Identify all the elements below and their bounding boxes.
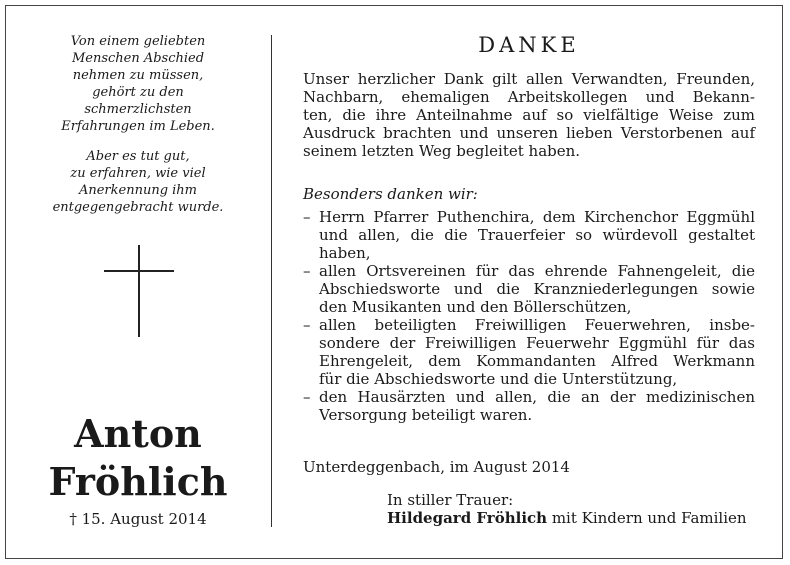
deceased-last-name: Fröhlich bbox=[48, 459, 228, 504]
text-line: den Hausärzten und allen, die an der medizinischen bbox=[319, 388, 755, 406]
mourning-label: In stiller Trauer: bbox=[387, 491, 514, 509]
dash-bullet: – bbox=[303, 316, 311, 334]
list-item bbox=[303, 316, 755, 388]
text-line: Unser herzlicher Dank gilt allen Verwandten, Freunden, bbox=[303, 70, 755, 88]
thanks-list bbox=[303, 208, 755, 424]
text-line: Herrn Pfarrer Puthenchira, dem Kirchenchor Eggmühl bbox=[319, 208, 755, 226]
quote-line: schmerzlichsten bbox=[84, 102, 192, 117]
text-line: Ehrengeleit, dem Kommandanten Alfred Werkmann bbox=[319, 352, 755, 370]
quote-line: nehmen zu müssen, bbox=[72, 68, 204, 83]
dash-bullet: – bbox=[303, 262, 311, 280]
quote-line: entgegengebracht wurde. bbox=[52, 200, 224, 215]
special-thanks-heading: Besonders danken wir: bbox=[303, 185, 478, 203]
text-line: für die Abschiedsworte und die Unterstützung, bbox=[319, 370, 678, 388]
mourner-family: mit Kindern und Familien bbox=[547, 509, 747, 527]
text-line: seinem letzten Weg begleitet haben. bbox=[303, 142, 581, 160]
text-line: und allen, die die Trauerfeier so würdevoll gestaltet bbox=[319, 226, 755, 244]
text-line: Nachbarn, ehemaligen Arbeitskollegen und Bekann- bbox=[303, 88, 755, 106]
mourner-name: Hildegard Fröhlich bbox=[387, 509, 548, 527]
quote-line: Menschen Abschied bbox=[71, 51, 205, 66]
quote-line: Von einem geliebten bbox=[70, 34, 206, 49]
quote-first bbox=[18, 33, 258, 135]
quote-line: gehört zu den bbox=[92, 85, 184, 100]
text-line: allen Ortsvereinen für das ehrende Fahnengeleit, die bbox=[319, 262, 755, 280]
text-line: ten, die ihre Anteilnahme auf so vielfältige Weise zum bbox=[303, 106, 755, 124]
list-item bbox=[303, 208, 755, 262]
dash-bullet: – bbox=[303, 388, 311, 406]
text-line: sondere der Freiwilligen Feuerwehr Eggmühl für das bbox=[319, 334, 755, 352]
text-line: allen beteiligten Freiwilligen Feuerwehren, insbe- bbox=[319, 316, 755, 334]
column-divider bbox=[271, 35, 272, 527]
text-line: Ausdruck brachten und unseren lieben Verstorbenen auf bbox=[303, 124, 755, 142]
cross-horizontal-bar bbox=[104, 270, 174, 272]
quote-second bbox=[18, 148, 258, 216]
mourners-line bbox=[387, 509, 757, 527]
mourners-block bbox=[387, 491, 757, 527]
deceased-first-name: Anton bbox=[74, 411, 202, 456]
list-item bbox=[303, 388, 755, 424]
death-date: † 15. August 2014 bbox=[69, 510, 207, 528]
quote-line: Anerkennung ihm bbox=[78, 183, 198, 198]
text-line: haben, bbox=[319, 244, 371, 262]
text-line: Versorgung beteiligt waren. bbox=[319, 406, 533, 424]
dash-bullet: – bbox=[303, 208, 311, 226]
list-item bbox=[303, 262, 755, 316]
cross-vertical-bar bbox=[138, 245, 140, 337]
quote-line: Erfahrungen im Leben. bbox=[61, 119, 215, 134]
quote-line: zu erfahren, wie viel bbox=[70, 166, 206, 181]
text-line: Abschiedsworte und die Kranzniederlegungen sowie bbox=[319, 280, 755, 298]
text-line: den Musikanten und den Böllerschützen, bbox=[319, 298, 632, 316]
notice-title: DANKE bbox=[478, 33, 580, 57]
place-and-date: Unterdeggenbach, im August 2014 bbox=[303, 458, 570, 476]
thanks-paragraph bbox=[303, 70, 755, 160]
quote-line: Aber es tut gut, bbox=[86, 149, 190, 164]
